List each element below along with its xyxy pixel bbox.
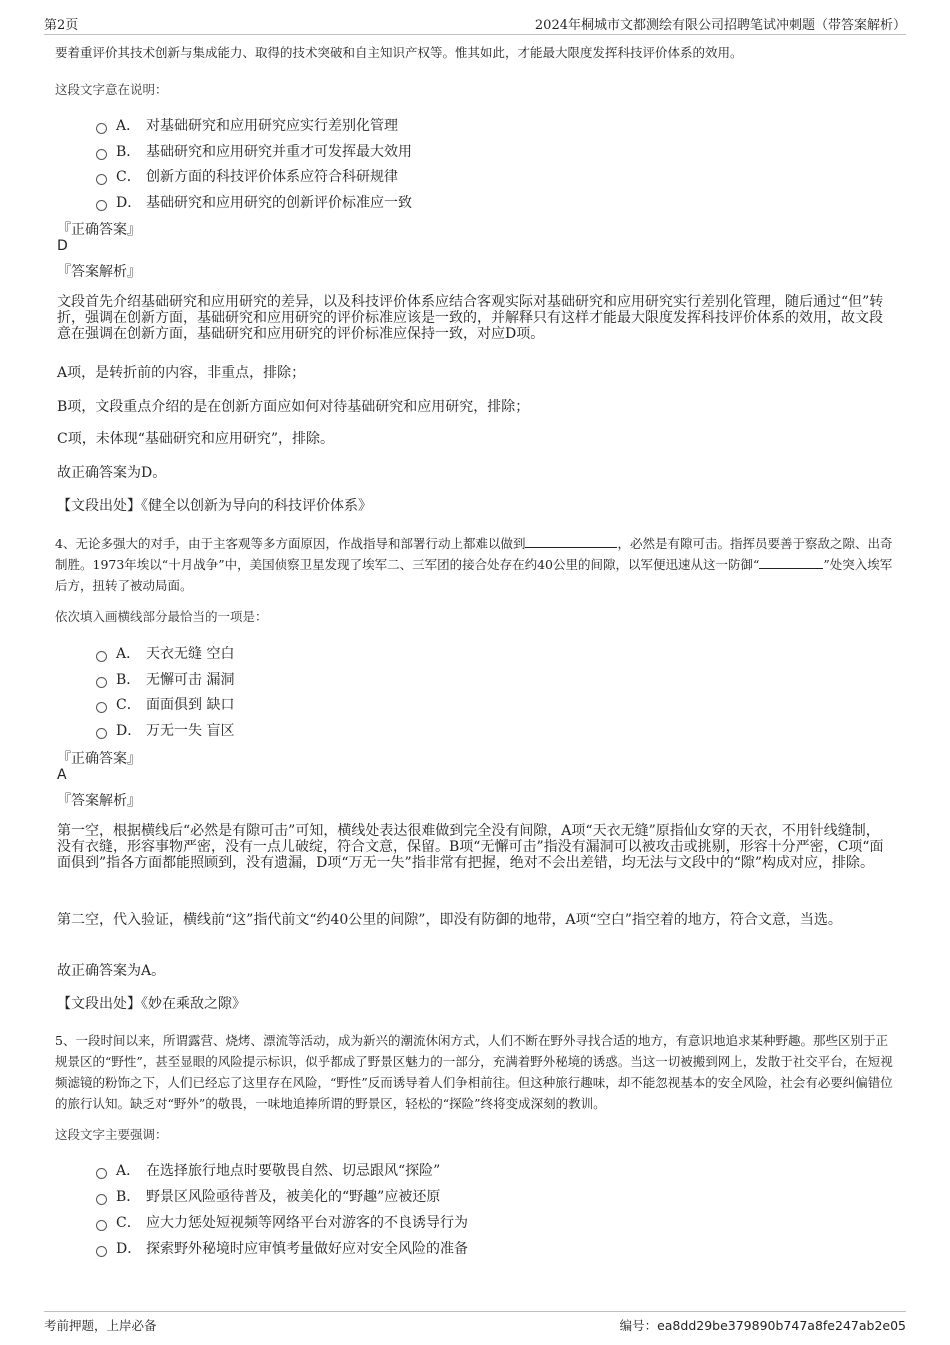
radio-icon[interactable] (96, 200, 107, 211)
q3-passage-tail: 要着重评价其技术创新与集成能力、取得的技术突破和自主知识产权等。惟其如此，才能最大限度发挥科技评价体系的效用。 (55, 45, 743, 60)
option-text: 探索野外秘境时应审慎考量做好应对安全风险的准备 (146, 1241, 468, 1257)
q3-conclusion: 故正确答案为D。 (57, 465, 167, 481)
option-letter: C． (116, 697, 141, 713)
option-letter: B． (116, 672, 141, 688)
q4-option-a[interactable] (96, 643, 234, 663)
radio-icon[interactable] (96, 677, 107, 688)
radio-icon[interactable] (96, 651, 107, 662)
q3-option-b[interactable] (96, 141, 412, 161)
option-letter: C． (116, 169, 141, 185)
radio-icon[interactable] (96, 1194, 107, 1205)
q3-source: 【文段出处】《健全以创新为导向的科技评价体系》 (57, 498, 372, 514)
q4-source: 【文段出处】《妙在乘敌之隙》 (57, 996, 246, 1012)
q4-analysis-blank-1: 第一空，根据横线后“必然是有隙可击”可知，横线处表达很难做到完全没有间隙，A项“天衣无缝”原指仙女穿的天衣，不用针线缝制，没有衣缝，形容事物严密，没有一点儿破绽，符合文意，保留。B项“无懈可击”指没有漏洞可以被攻击或挑剔，形容十分严密，C项“面面俱到”指各方面都能照顾到，没有遗漏，D项“万无一失”指非常有把握，绝对不会出差错，均无法与文段中的“隙”构成对应，排除。 (57, 823, 884, 871)
q5-prompt: 这段文字主要强调： (55, 1127, 168, 1142)
footer-slogan: 考前押题，上岸必备 (44, 1318, 157, 1333)
radio-icon[interactable] (96, 702, 107, 713)
radio-icon[interactable] (96, 1168, 107, 1179)
footer-code-label: 编号： (619, 1318, 658, 1333)
option-text: 在选择旅行地点时要敬畏自然、切忌跟风“探险” (146, 1163, 441, 1179)
q3-answer-label: 『正确答案』 (57, 222, 141, 238)
q4-passage (55, 533, 897, 596)
footer-code (620, 1316, 906, 1334)
q5-option-d[interactable] (96, 1238, 468, 1258)
option-letter: A． (116, 646, 141, 662)
option-text: 无懈可击 漏洞 (146, 672, 235, 688)
q3-analysis-main: 文段首先介绍基础研究和应用研究的差异，以及科技评价体系应结合客观实际对基础研究和应用研究实行差别化管理，随后通过“但”转折，强调在创新方面，基础研究和应用研究的评价标准应该是一致的，并解释只有这样才能最大限度发挥科技评价体系的效用，故文段意在强调在创新方面，基础研究和应用研究的评价标准应保持一致，对应D项。 (57, 294, 884, 342)
option-letter: A． (116, 118, 141, 134)
option-text: 天衣无缝 空白 (146, 646, 235, 662)
option-text: 万无一失 盲区 (146, 723, 235, 739)
page-number: 第2页 (44, 18, 79, 33)
q5-option-b[interactable] (96, 1186, 440, 1206)
option-text: 应大力惩处短视频等网络平台对游客的不良诱导行为 (146, 1215, 468, 1231)
q5-passage: 5、一段时间以来，所谓露营、烧烤、漂流等活动，成为新兴的潮流休闲方式，人们不断在野外寻找合适的地方，有意识地追求某种野趣。那些区别于正规景区的“野性”，甚至显眼的风险提示标识，似乎都成了野景区魅力的一部分，充满着野外秘境的诱惑。当这一切被搬到网上，发散于社交平台，在短视频滤镜的粉饰之下，人们已经忘了这里存在风险，“野性”反而诱导着人们争相前往。但这种旅行趣味，却不能忽视基本的安全风险，社会有必要纠偏错位的旅行认知。缺乏对“野外”的敬畏，一味地追捧所谓的野景区，轻松的“探险”终将变成深刻的教训。 (55, 1033, 893, 1111)
q3-analysis-label: 『答案解析』 (57, 264, 141, 280)
page-header (44, 12, 906, 35)
q4-analysis-label: 『答案解析』 (57, 793, 141, 809)
option-letter: C． (116, 1215, 141, 1231)
q5-option-c[interactable] (96, 1212, 468, 1232)
option-text: 创新方面的科技评价体系应符合科研规律 (146, 169, 398, 185)
q3-option-d[interactable] (96, 192, 412, 212)
radio-icon[interactable] (96, 1246, 107, 1257)
q4-passage-part-2: ，必然是有隙可击。指挥员要善于察敌之隙、出奇制胜。1973年埃以“十月战争”中，美国侦察卫星发现了埃军二、三军团的接合处存在约40公里的间隙，以军便迅速从这一防御“ (55, 536, 893, 572)
q3-answer: D (57, 238, 68, 254)
footer-code-value: ea8dd29be379890b747a8fe247ab2e05 (657, 1318, 906, 1333)
q3-analysis-b: B项，文段重点介绍的是在创新方面应如何对待基础研究和应用研究，排除； (57, 399, 530, 415)
q4-option-b[interactable] (96, 669, 234, 689)
q4-option-c[interactable] (96, 694, 234, 714)
page-footer (44, 1311, 906, 1334)
q4-analysis-blank-2: 第二空，代入验证，横线前“这”指代前文“约40公里的间隙”，即没有防御的地带，A项“空白”指空着的地方，符合文意，当选。 (57, 912, 842, 928)
radio-icon[interactable] (96, 123, 107, 134)
option-letter: A． (116, 1163, 141, 1179)
option-letter: D． (116, 1241, 142, 1257)
q5-option-a[interactable] (96, 1160, 440, 1180)
document-title: 2024年桐城市文都测绘有限公司招聘笔试冲刺题（带答案解析） (534, 18, 906, 33)
blank-1 (525, 535, 617, 548)
q3-option-a[interactable] (96, 115, 398, 135)
q3-option-c[interactable] (96, 166, 398, 186)
radio-icon[interactable] (96, 149, 107, 160)
option-letter: B． (116, 144, 141, 160)
q4-passage-part-3: ”处突入埃军后方，扭转了被动局面。 (55, 557, 893, 593)
q3-prompt: 这段文字意在说明： (55, 82, 168, 97)
option-text: 野景区风险亟待普及，被美化的“野趣”应被还原 (146, 1189, 441, 1205)
q4-prompt: 依次填入画横线部分最恰当的一项是： (55, 609, 268, 624)
option-text: 基础研究和应用研究的创新评价标准应一致 (146, 195, 412, 211)
q3-analysis-c: C项，未体现“基础研究和应用研究”，排除。 (57, 431, 335, 447)
q4-answer: A (57, 767, 67, 783)
radio-icon[interactable] (96, 174, 107, 185)
radio-icon[interactable] (96, 728, 107, 739)
q4-answer-label: 『正确答案』 (57, 751, 141, 767)
option-text: 基础研究和应用研究并重才可发挥最大效用 (146, 144, 412, 160)
blank-2 (759, 556, 823, 569)
radio-icon[interactable] (96, 1220, 107, 1231)
option-letter: D． (116, 723, 142, 739)
option-letter: B． (116, 1189, 141, 1205)
option-text: 对基础研究和应用研究应实行差别化管理 (146, 118, 398, 134)
q4-conclusion: 故正确答案为A。 (57, 963, 166, 979)
q3-analysis-a: A项，是转折前的内容，非重点，排除； (57, 365, 306, 381)
q4-option-d[interactable] (96, 720, 234, 740)
option-letter: D． (116, 195, 142, 211)
q4-passage-part-1: 4、无论多强大的对手，由于主客观等多方面原因，作战指导和部署行动上都难以做到 (55, 536, 526, 551)
option-text: 面面俱到 缺口 (146, 697, 235, 713)
